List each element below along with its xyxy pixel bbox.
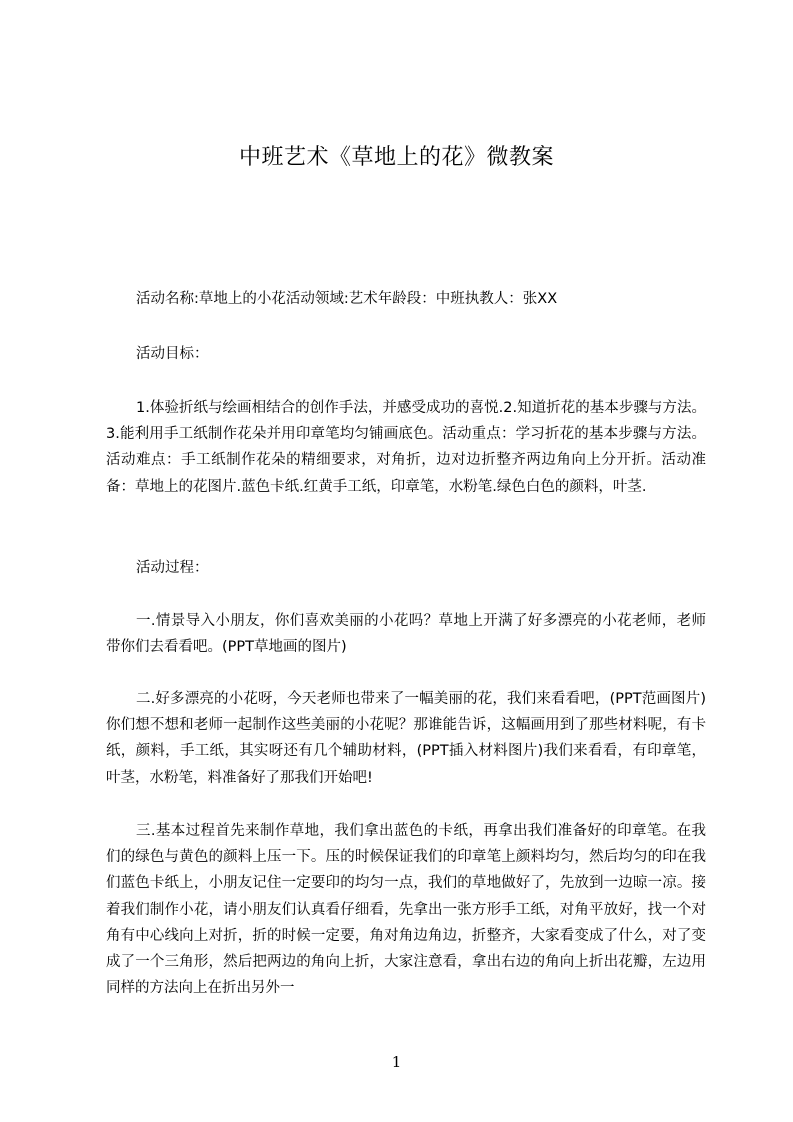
document-title: 中班艺术《草地上的花》微教案 xyxy=(238,145,554,170)
paragraph-goals-heading: 活动目标： xyxy=(136,346,209,362)
paragraph-activity-info: 活动名称:草地上的小花活动领域:艺术年龄段：中班执教人：张XX xyxy=(136,291,558,307)
paragraph-process-heading: 活动过程： xyxy=(136,560,209,576)
paragraph-goals: 1.体验折纸与绘画相结合的创作手法，并感受成功的喜悦.2.知道折花的基本步骤与方法。3.能利用手工纸制作花朵并用印章笔均匀铺画底色。活动重点：学习折花的基本步骤与方法。活动难点：手工纸制作花朵的精细要求，对角折，边对边折整齐两边角向上分开折。活动准备：草地上的花图片.蓝色卡纸.红黄手工纸，印章笔，水粉笔.绿色白色的颜料，叶茎. xyxy=(106,400,706,495)
paragraph-step-2: 二.好多漂亮的小花呀，今天老师也带来了一幅美丽的花，我们来看看吧，(PPT范画图片)你们想不想和老师一起制作这些美丽的小花呢？那谁能告诉，这幅画用到了那些材料呢，有卡纸，颜料，手工纸，其实呀还有几个辅助材料，(PPT插入材料图片)我们来看看，有印章笔，叶茎，水粉笔，料准备好了那我们开始吧! xyxy=(106,691,706,786)
page-number: 1 xyxy=(391,1053,402,1071)
paragraph-step-3: 三.基本过程首先来制作草地，我们拿出蓝色的卡纸，再拿出我们准备好的印章笔。在我们的绿色与黄色的颜料上压一下。压的时候保证我们的印章笔上颜料均匀，然后均匀的印在我们蓝色卡纸上，小朋友记住一定要印的均匀一点，我们的草地做好了，先放到一边晾一凉。接着我们制作小花，请小朋友们认真看仔细看，先拿出一张方形手工纸，对角平放好，找一个对角有中心线向上对折，折的时候一定要，角对角边角边，折整齐，大家看变成了什么，对了变成了一个三角形，然后把两边的角向上折，大家注意看，拿出右边的角向上折出花瓣，左边用同样的方法向上在折出另外一 xyxy=(106,823,706,997)
paragraph-step-1: 一.情景导入小朋友，你们喜欢美丽的小花吗？草地上开满了好多漂亮的小花老师，老师带你们去看看吧。(PPT草地画的图片) xyxy=(106,613,706,656)
